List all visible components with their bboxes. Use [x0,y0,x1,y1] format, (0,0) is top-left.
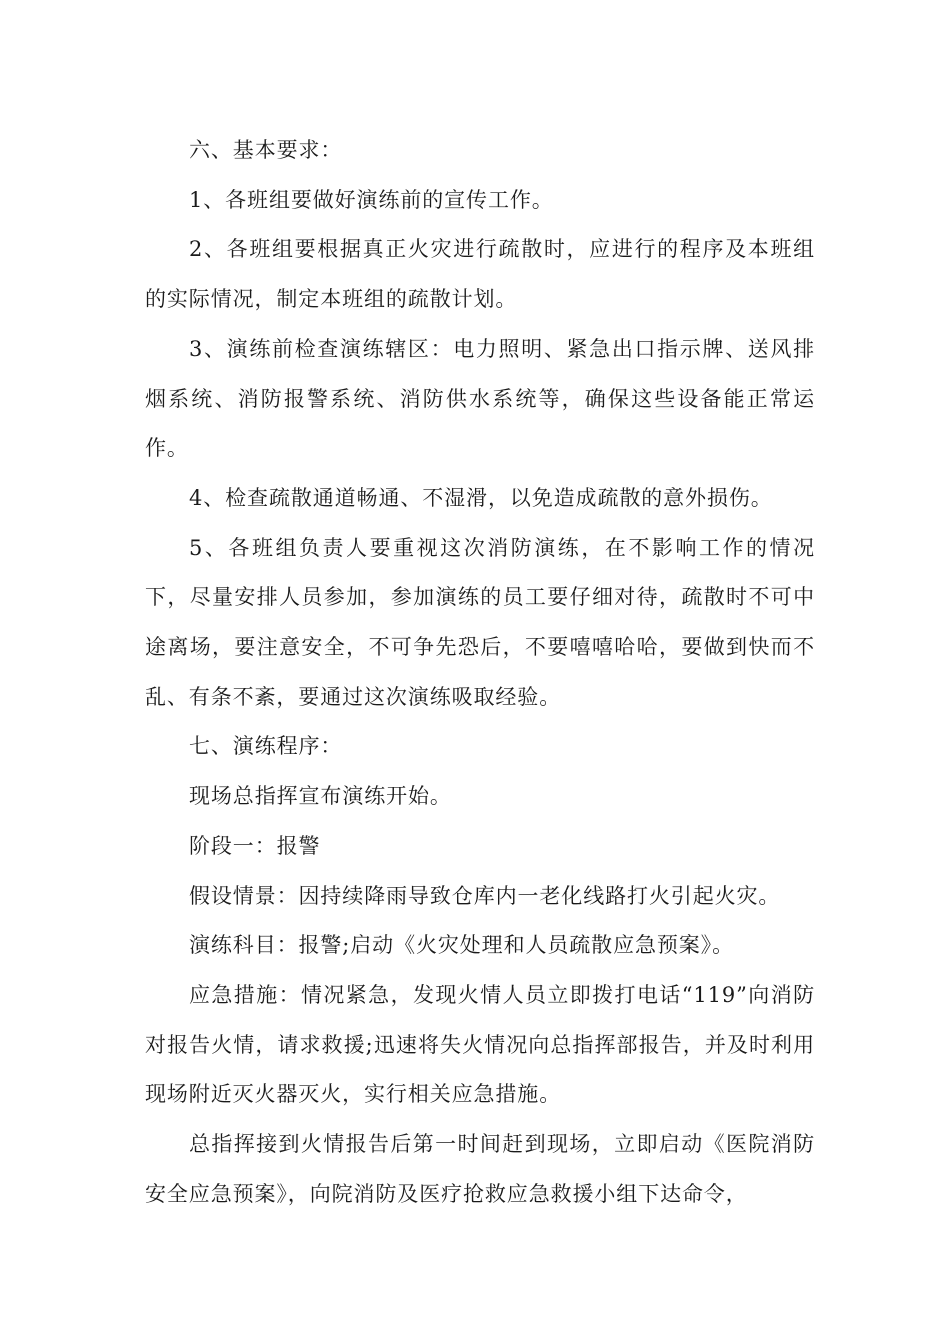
emergency-measures-paragraph: 应急措施：情况紧急，发现火情人员立即拨打电话“119”向消防对报告火情，请求救援;迅速将失火情况向总指挥部报告，并及时利用现场附近灭火器灭火，实行相关应急措施。 [145,982,815,1107]
section-heading-drill-procedure: 七、演练程序： [189,734,343,759]
scenario-paragraph: 假设情景：因持续降雨导致仓库内一老化线路打火引起火灾。 [189,883,781,908]
stage-one-heading: 阶段一：报警 [189,833,321,858]
requirement-item-1: 1、各班组要做好演练前的宣传工作。 [189,187,554,212]
requirement-item-2: 2、各班组要根据真正火灾进行疏散时，应进行的程序及本班组的实际情况，制定本班组的疏散计划。 [145,237,815,312]
requirement-item-5: 5、各班组负责人要重视这次消防演练，在不影响工作的情况下，尽量安排人员参加，参加演练的员工要仔细对待，疏散时不可中途离场，要注意安全，不可争先恐后，不要嘻嘻哈哈，要做到快而不乱、有条不紊，要通过这次演练吸取经验。 [145,535,815,709]
document-body [145,126,815,1219]
commander-response-paragraph: 总指挥接到火情报告后第一时间赶到现场，立即启动《医院消防安全应急预案》，向院消防及医疗抢救应急救援小组下达命令， [145,1132,815,1206]
drill-subject-paragraph: 演练科目：报警;启动《火灾处理和人员疏散应急预案》。 [189,933,734,958]
requirement-item-3: 3、演练前检查演练辖区：电力照明、紧急出口指示牌、送风排烟系统、消防报警系统、消防供水系统等，确保这些设备能正常运作。 [145,336,815,461]
drill-start-paragraph: 现场总指挥宣布演练开始。 [189,784,452,809]
requirement-item-4: 4、检查疏散通道畅通、不湿滑，以免造成疏散的意外损伤。 [189,485,773,510]
section-heading-basic-requirements: 六、基本要求： [189,138,343,162]
